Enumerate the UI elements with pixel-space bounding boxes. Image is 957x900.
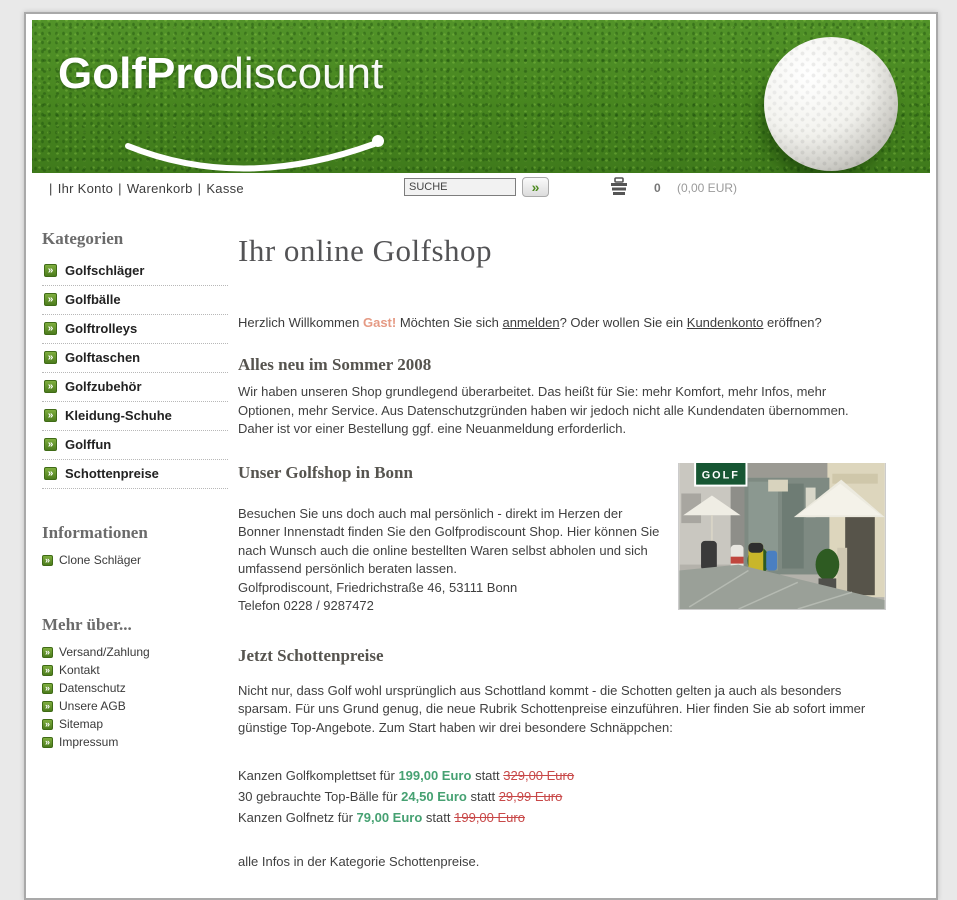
sidebar-item-label: Golftaschen [65,350,141,365]
offer-price-new: 24,50 Euro [401,789,467,804]
offer-price-old: 199,00 Euro [454,810,525,825]
offer-statt: statt [475,768,500,783]
offer-text: 30 gebrauchte Top-Bälle für [238,789,398,804]
summer-body: Wir haben unseren Shop grundlegend überarbeitet. Das heißt für Sie: mehr Komfort, mehr Infos, mehr Optionen, mehr Service. Aus Datenschutzgründen haben wir jedoch nicht alle Kundendaten übernommen. Daher ist vor einer Bestellung ggf. eine Neuanmeldung erforderlich. [238,384,849,436]
sidebar-item-label: Schottenpreise [65,466,159,481]
nav-link-kasse[interactable]: Kasse [206,181,244,196]
sidebar-item-label: Datenschutz [59,681,126,695]
sidebar-item-kontakt[interactable] [42,661,228,679]
chevron-right-icon: » [42,701,53,712]
golf-ball-image [764,37,898,171]
header-banner [32,20,930,173]
sidebar-item-golfzubehoer[interactable] [42,373,228,402]
footer-note: alle Infos in der Kategorie Schottenpreise. [238,854,480,869]
logo-swoosh [122,130,422,173]
welcome-post: eröffnen? [767,315,822,330]
sidebar-item-golffun[interactable] [42,431,228,460]
kundenkonto-link[interactable]: Kundenkonto [686,315,764,330]
chevron-right-icon: » [44,409,57,422]
nav-link-konto[interactable]: Ihr Konto [57,181,114,196]
categories-title: Kategorien [42,229,124,248]
chevron-right-icon: » [42,647,53,658]
offer-list [238,765,886,828]
chevron-right-icon: » [44,467,57,480]
chevron-right-icon: » [42,683,53,694]
search-button[interactable] [522,177,549,197]
shop-address: Golfprodiscount, Friedrichstraße 46, 53111 Bonn [238,579,518,595]
chevron-right-icon: » [44,351,57,364]
nav-separator: | [49,181,53,196]
sidebar-item-unsere-agb[interactable] [42,697,228,715]
logo-text-light: discount [219,49,384,98]
sidebar-item-label: Clone Schläger [59,553,142,567]
chevron-right-icon: » [44,293,57,306]
sidebar-item-golfbaelle[interactable] [42,286,228,315]
chevron-right-icon: » [42,737,53,748]
nav-separator: | [118,181,122,196]
shop-phone: Telefon 0228 / 9287472 [238,598,374,613]
chevron-right-icon: » [44,264,57,277]
chevron-right-icon: » [44,438,57,451]
logo-text-bold: GolfPro [58,49,220,98]
offer-price-old: 329,00 Euro [503,768,575,783]
chevron-right-icon: » [42,555,53,566]
sidebar-item-label: Sitemap [59,717,104,731]
welcome-line [238,315,886,330]
welcome-mid1: Möchten Sie sich [399,315,499,330]
chevron-right-icon: » [42,665,53,676]
offer-statt: statt [425,810,451,825]
nav-separator: | [197,181,202,196]
offer-row [238,807,886,828]
golf-sign-text: GOLF [701,469,740,482]
sidebar-item-label: Impressum [59,735,119,749]
double-chevron-icon: » [531,179,540,195]
sidebar-item-label: Golfzubehör [65,379,142,394]
sidebar-item-golfschlaeger[interactable] [42,257,228,286]
bonn-title: Unser Golfshop in Bonn [238,462,413,482]
informationen-section [42,523,228,569]
offer-price-old: 29,99 Euro [498,789,563,804]
welcome-pre: Herzlich Willkommen [238,315,360,330]
schotten-body: Nicht nur, dass Golf wohl ursprünglich aus Schottland kommt - die Schotten gelten ja auch als besonders sparsam. Für uns Grund genug, die neue Rubrik Schottenpreise einzuführen. Hier finden Sie ab sofort immer günstige Top-Angebote. Zum Start haben wir drei besondere Schnäppchen: [238,682,866,735]
offer-price-new: 199,00 Euro [398,768,472,783]
sidebar-item-sitemap[interactable] [42,715,228,733]
sidebar-item-datenschutz[interactable] [42,679,228,697]
offer-row [238,765,886,786]
chevron-right-icon: » [44,380,57,393]
chevron-right-icon: » [44,322,57,335]
guest-label: Gast! [362,315,397,330]
section-schottenpreise [238,646,886,870]
sidebar-item-label: Unsere AGB [59,699,126,713]
section-summer [238,355,886,439]
search-input[interactable] [404,178,516,196]
section-bonn [238,463,886,616]
offer-statt: statt [470,789,496,804]
mehr-ueber-section [42,615,228,751]
sidebar-item-versand-zahlung[interactable] [42,643,228,661]
offer-text: Kanzen Golfkomplettset für [238,768,395,783]
cart-count: 0 [654,181,661,195]
mehr-ueber-title: Mehr über... [42,615,132,634]
cart-total: (0,00 EUR) [677,181,738,195]
sidebar-item-label: Golftrolleys [65,321,138,336]
sidebar-item-label: Kontakt [59,663,100,677]
schotten-title: Jetzt Schottenpreise [238,645,384,665]
sidebar-item-label: Golfschläger [65,263,145,278]
sidebar-item-label: Golfbälle [65,292,121,307]
summer-title: Alles neu im Sommer 2008 [238,355,432,374]
offer-text: Kanzen Golfnetz für [238,810,353,825]
sidebar-item-label: Kleidung-Schuhe [65,408,172,423]
nav-link-warenkorb[interactable]: Warenkorb [126,181,193,196]
account-nav [44,181,244,196]
anmelden-link[interactable]: anmelden [502,315,560,330]
sidebar-item-schottenpreise[interactable] [42,460,228,489]
sidebar-item-label: Golffun [65,437,112,452]
sidebar-item-label: Versand/Zahlung [59,645,150,659]
sidebar-item-golftaschen[interactable] [42,344,228,373]
sidebar [32,203,238,869]
sidebar-item-golftrolleys[interactable] [42,315,228,344]
bonn-body: Besuchen Sie uns doch auch mal persönlich - direkt im Herzen der Bonner Innenstadt finden Sie den Golfprodiscount Shop. Hier können Sie nach Wunsch auch die online bestellten Waren selbst abholen und sich umfassend persönlich beraten lassen. [238,505,660,576]
sidebar-item-impressum[interactable] [42,733,228,751]
sidebar-item-kleidung-schuhe[interactable] [42,402,228,431]
site-logo [58,49,384,98]
sidebar-item-clone-schlaeger[interactable] [42,551,228,569]
shop-photo [678,463,886,610]
offer-price-new: 79,00 Euro [356,810,423,825]
chevron-right-icon: » [42,719,53,730]
page-title: Ihr online Golfshop [238,233,493,268]
welcome-mid2: ? Oder wollen Sie ein [559,315,684,330]
page-container [24,12,938,900]
top-navbar [32,173,930,203]
main-content [238,203,930,869]
informationen-title: Informationen [42,523,148,542]
cart-basket-icon[interactable] [606,177,632,201]
offer-row [238,786,886,807]
content-area [32,203,930,869]
